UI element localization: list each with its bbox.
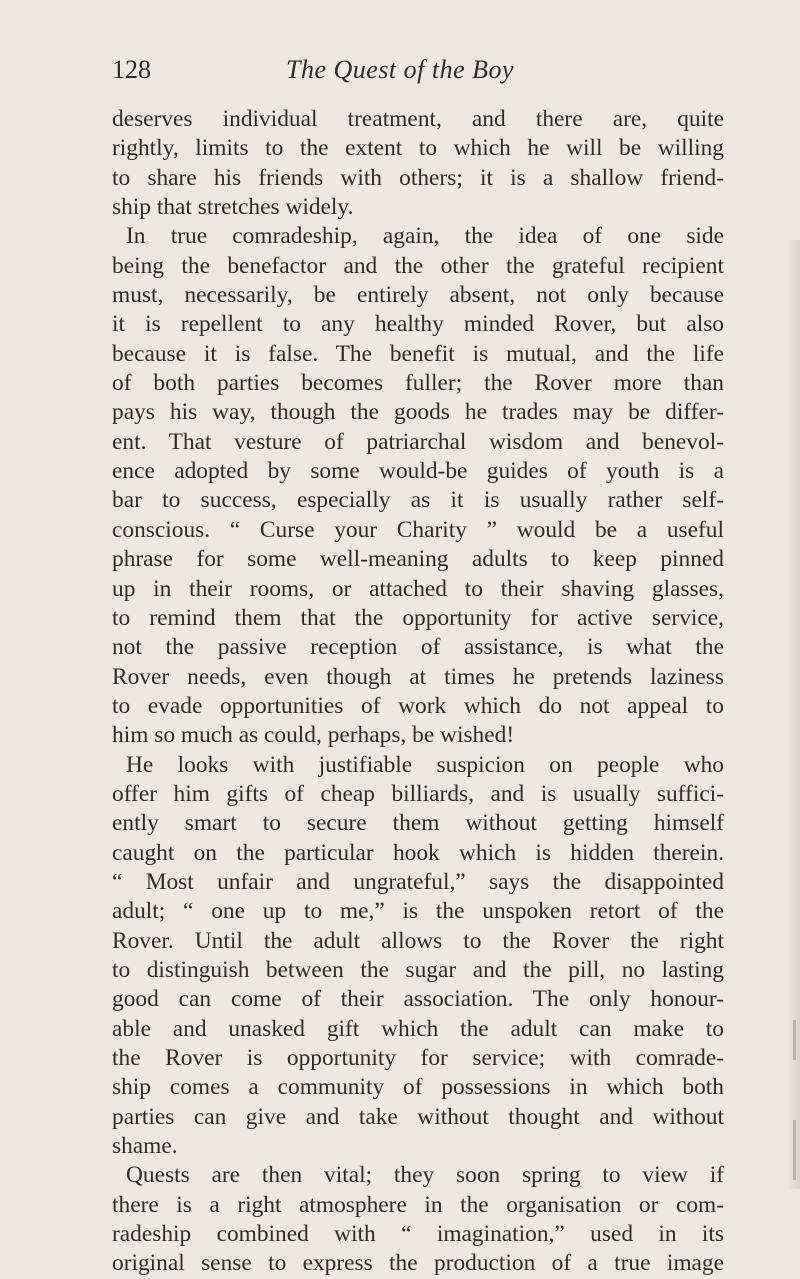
text-line: ship that stretches widely. [112,194,354,221]
text-line: caught on the particular hook which is hidden therein. [112,839,724,866]
text-line: ent. That vesture of patriarchal wisdom and benevol- [112,428,724,455]
page-edge-mark [793,1120,796,1180]
text-line: parties can give and take without thought and without [112,1103,724,1130]
text-line: bar to success, especially as it is usually rather self- [112,487,724,514]
text-line: adult; “ one up to me,” is the unspoken retort of the [112,898,724,925]
text-line: He looks with justifiable suspicion on people who [126,751,724,778]
text-line: the Rover is opportunity for service; with comrade- [112,1045,724,1071]
text-line: good can come of their association. The only honour- [112,986,724,1013]
text-line: ence adopted by some would-be guides of youth is a [112,458,724,485]
body-text [112,105,724,1279]
text-line: him so much as could, perhaps, be wished! [112,722,515,749]
text-line: Rover. Until the adult allows to the Rover the right [112,927,724,954]
text-line: In true comradeship, again, the idea of one side [126,223,724,250]
text-line: “ Most unfair and ungrateful,” says the disappointed [112,868,724,895]
text-line: ship comes a community of possessions in which both [112,1074,724,1101]
text-line: must, necessarily, be entirely absent, not only because [112,282,724,309]
text-line: original sense to express the production of a true image [112,1250,724,1277]
text-line: radeship combined with “ imagination,” used in its [112,1221,724,1248]
text-line: to distinguish between the sugar and the pill, no lasting [112,956,724,983]
text-line: there is a right atmosphere in the organisation or com- [112,1191,724,1218]
text-line: Quests are then vital; they soon spring to view if [126,1162,724,1189]
text-line: Rover needs, even though at times he pretends laziness [112,663,724,690]
text-line: up in their rooms, or attached to their shaving glasses, [112,575,724,602]
text-line: not the passive reception of assistance, is what the [112,634,724,661]
running-title: The Quest of the Boy [286,55,515,84]
text-line: because it is false. The benefit is mutual, and the life [112,340,724,367]
text-line: conscious. “ Curse your Charity ” would be a useful [112,516,724,543]
text-line: being the benefactor and the other the grateful recipient [112,252,724,279]
text-line: to share his friends with others; it is a shallow friend- [112,164,724,191]
text-line: to remind them that the opportunity for active service, [112,604,724,631]
text-line: offer him gifts of cheap billiards, and is usually suffici- [112,780,724,807]
text-line: able and unasked gift which the adult can make to [112,1015,724,1042]
text-line: rightly, limits to the extent to which he will be willing [112,135,724,162]
text-line: to evade opportunities of work which do not appeal to [112,692,724,719]
text-line: ently smart to secure them without getting himself [112,810,724,837]
text-line: deserves individual treatment, and there are, quite [112,106,724,132]
text-line: shame. [112,1133,178,1160]
page-header [112,50,722,90]
page-edge-mark [793,1020,796,1060]
page-number: 128 [112,55,151,84]
text-line: of both parties becomes fuller; the Rover more than [112,370,724,397]
text-line: pays his way, though the goods he trades may be differ- [112,399,724,426]
text-line: it is repellent to any healthy minded Rover, but also [112,311,724,338]
text-line: phrase for some well-meaning adults to keep pinned [112,546,724,573]
